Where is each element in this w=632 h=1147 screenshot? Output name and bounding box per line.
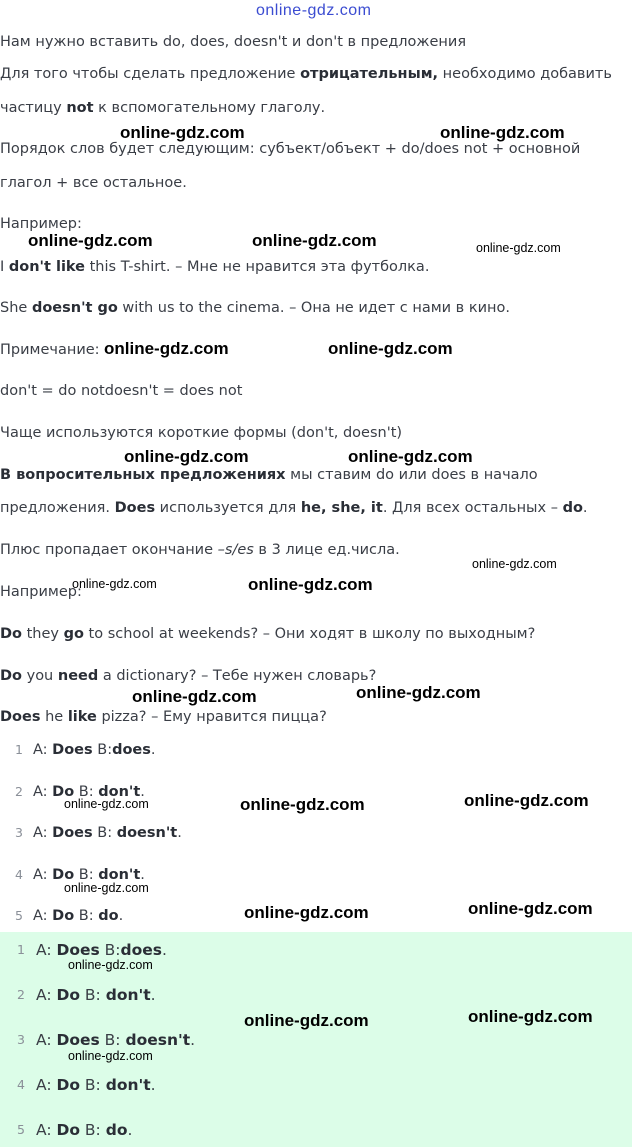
watermark: online-gdz.com [356, 683, 481, 702]
example-line: Do you need a dictionary? – Тебе нужен словарь? [0, 668, 377, 684]
watermark: online-gdz.com [476, 241, 561, 255]
watermark: online-gdz.com [72, 577, 157, 591]
watermark: online-gdz.com [348, 447, 473, 466]
example-line: Do they go to school at weekends? – Они ходят в школу по выходным? [0, 626, 536, 642]
text-line: предложения. Does используется для he, she, it. Для всех остальных – do. [0, 500, 588, 516]
example-line: Does he like pizza? – Ему нравится пицца? [0, 709, 327, 725]
answer-number: 1 [15, 742, 23, 757]
answer-line: A: Do B: do. [33, 908, 124, 924]
answer-number: 3 [15, 825, 23, 840]
watermark: online-gdz.com [468, 1007, 593, 1026]
watermark: online-gdz.com [472, 557, 557, 571]
watermark: online-gdz.com [64, 881, 149, 895]
text-line: Например: [0, 216, 82, 232]
answer-number: 5 [17, 1122, 25, 1137]
watermark: online-gdz.com [132, 687, 257, 706]
answer-number: 3 [17, 1032, 25, 1047]
answer-line: A: Does B:does. [36, 941, 167, 959]
text-line: глагол + все остальное. [0, 175, 187, 191]
answer-number: 2 [15, 784, 23, 799]
watermark: online-gdz.com [468, 899, 593, 918]
text-line: Плюс пропадает окончание –s/es в 3 лице ед.числа. [0, 542, 400, 558]
text-line: Порядок слов будет следующим: субъект/объект + do/does not + основной [0, 141, 581, 157]
text-line: В вопросительных предложениях мы ставим do или does в начало [0, 467, 538, 483]
watermark: online-gdz.com [28, 231, 153, 250]
answer-line: A: Do B: don't. [33, 784, 145, 800]
text-line: частицу not к вспомогательному глаголу. [0, 100, 326, 116]
watermark: online-gdz.com [244, 903, 369, 922]
answer-line: A: Do B: don't. [36, 1076, 156, 1094]
answer-number: 4 [15, 867, 23, 882]
watermark: online-gdz.com [440, 123, 565, 142]
watermark: online-gdz.com [240, 795, 365, 814]
text-line: Нам нужно вставить do, does, doesn't и don't в предложения [0, 34, 467, 50]
watermark: online-gdz.com [252, 231, 377, 250]
watermark: online-gdz.com [328, 339, 453, 358]
answer-line: A: Do B: don't. [36, 986, 156, 1004]
answer-line: A: Does B:does. [33, 742, 156, 758]
text-line: Например: [0, 584, 82, 600]
note-label: Примечание: [0, 342, 100, 358]
answer-line: A: Do B: do. [36, 1121, 133, 1139]
watermark: online-gdz.com [104, 339, 229, 358]
answer-number: 1 [17, 942, 25, 957]
answer-line: A: Does B: doesn't. [36, 1031, 196, 1049]
text-line: Для того чтобы сделать предложение отрицательным, необходимо добавить [0, 66, 612, 82]
watermark: online-gdz.com [64, 797, 149, 811]
example-line: She doesn't go with us to the cinema. – Она не идет с нами в кино. [0, 300, 510, 316]
watermark: online-gdz.com [120, 123, 245, 142]
watermark: online-gdz.com [248, 575, 373, 594]
watermark: online-gdz.com [244, 1011, 369, 1030]
text-line: don't = do notdoesn't = does not [0, 383, 243, 399]
watermark: online-gdz.com [464, 791, 589, 810]
answer-number: 2 [17, 987, 25, 1002]
watermark: online-gdz.com [68, 1049, 153, 1063]
answer-number: 5 [15, 908, 23, 923]
text-line: Чаще используются короткие формы (don't, doesn't) [0, 425, 403, 441]
example-line: I don't like this T-shirt. – Мне не нравится эта футболка. [0, 259, 430, 275]
answer-line: A: Does B: doesn't. [33, 825, 182, 841]
watermark: online-gdz.com [124, 447, 249, 466]
answer-number: 4 [17, 1077, 25, 1092]
answer-line: A: Do B: don't. [33, 867, 145, 883]
watermark: online-gdz.com [256, 2, 372, 19]
watermark: online-gdz.com [68, 958, 153, 972]
